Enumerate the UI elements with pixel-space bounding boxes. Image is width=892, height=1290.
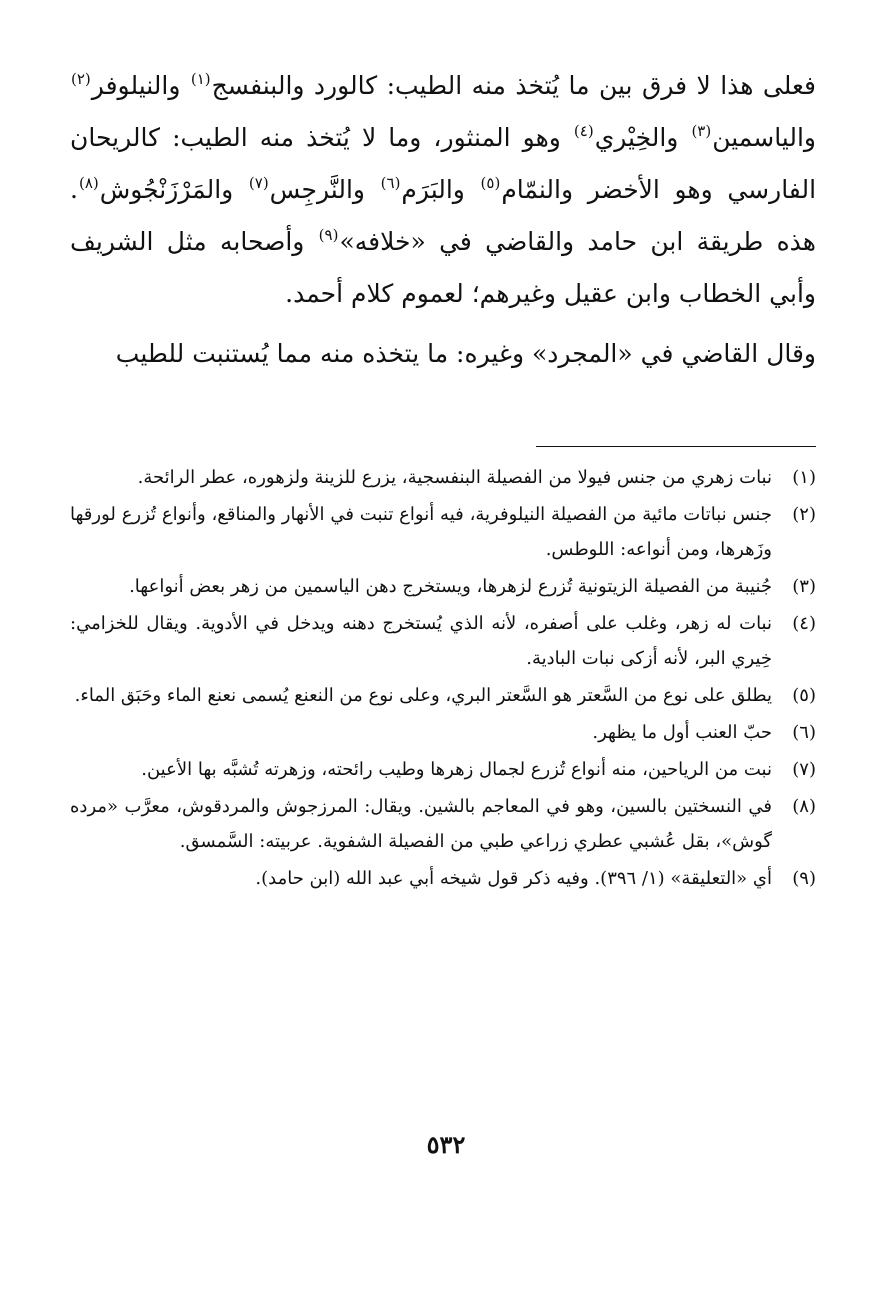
footnote-ref-5[interactable]: (٥) [480,174,501,192]
footnote-2 [70,497,816,567]
footnote-4 [70,606,816,676]
page-number: ٥٣٢ [426,1130,466,1159]
footnote-text: حبّ العنب أول ما يظهر. [592,722,772,743]
footnote-6 [70,715,816,750]
text-segment: والياسمين [712,123,816,152]
text-segment: والنيلوفر [91,71,190,100]
footnote-number: (٣) [792,576,816,597]
footnote-ref-1[interactable]: (١) [190,70,211,88]
footnote-ref-7[interactable]: (٧) [248,174,269,192]
footnote-7 [70,752,816,787]
text-segment: وأصحابه مثل الشريف وأبي الخطاب وابن عقيل وغيرهم؛ لعموم كلام أحمد. [70,227,816,308]
footnote-number: (٤) [792,613,816,634]
footnote-5 [70,678,816,713]
footnote-text: في النسختين بالسين، وهو في المعاجم بالشين. ويقال: المرزجوش والمردقوش، معرَّب «مرده گوش»، بقل عُشبي عطري زراعي طبي من الفصيلة الشفوية. عربيته: السَّمسق. [70,796,772,852]
text-segment: . هذه طريقة ابن حامد والقاضي في «خلافه» [70,175,816,256]
footnote-ref-9[interactable]: (٩) [318,226,339,244]
footnote-ref-6[interactable]: (٦) [380,174,401,192]
footnote-number: (١) [792,467,816,488]
footnote-number: (٧) [792,759,816,780]
footnote-3 [70,569,816,604]
footnote-ref-8[interactable]: (٨) [78,174,99,192]
footnote-8 [70,789,816,859]
footnote-9 [70,861,816,896]
text-segment: والخِيْري [594,123,691,152]
paragraph-2: وقال القاضي في «المجرد» وغيره: ما يتخذه منه مما يُستنبت للطيب [115,339,816,368]
footnote-number: (٨) [792,796,816,817]
footnote-text: نبت من الرياحين، منه أنواع تُزرع لجمال زهرها وطيب رائحته، وزهرته تُشبَّه بها الأعين. [141,759,772,780]
footnote-text: جنس نباتات مائية من الفصيلة النيلوفرية، فيه أنواع تنبت في الأنهار والمناقع، وأنواع تُزرع لورقها وزَهرها، ومن أنواعه: اللوطس. [70,504,772,560]
footnote-1 [70,460,816,495]
footnote-text: يطلق على نوع من السَّعتر هو السَّعتر البري، وعلى نوع من النعنع يُسمى نعنع الماء وحَبَق الماء. [74,685,772,706]
footnote-text: أي «التعليقة» (١/ ٣٩٦). وفيه ذكر قول شيخه أبي عبد الله (ابن حامد). [255,868,772,889]
footnote-ref-2[interactable]: (٢) [71,70,91,88]
text-segment: والبَرَم [401,175,480,204]
page-body [70,60,817,889]
footnote-ref-4[interactable]: (٤) [573,122,594,140]
footnote-number: (٦) [792,722,816,743]
footnote-text: جُنيبة من الفصيلة الزيتونية تُزرع لزهرها، ويستخرج دهن الياسمين من زهر بعض أنواعها. [129,576,772,597]
footnote-separator [536,446,816,447]
footnote-number: (٢) [792,504,816,525]
main-text [70,60,816,380]
text-segment: والمَرْزَنْجُوش [99,175,248,204]
text-segment: والنَّرجِس [269,175,380,204]
text-segment: وهو المنثور، وما لا يُتخذ منه الطيب: كالريحان الفارسي وهو الأخضر والنمّام [70,123,817,204]
footnote-text: نبات زهري من جنس فيولا من الفصيلة البنفسجية، يزرع للزينة ولزهوره، عطر الرائحة. [137,467,772,488]
footnote-number: (٩) [792,868,816,889]
footnote-number: (٥) [792,685,816,706]
text-segment: فعلى هذا لا فرق بين ما يُتخذ منه الطيب: كالورد والبنفسج [211,71,816,100]
footnotes [70,460,816,898]
footnote-ref-3[interactable]: (٣) [691,122,712,140]
paragraph-1 [70,60,816,320]
footnote-text: نبات له زهر، وغلب على أصفره، لأنه الذي يُستخرج دهنه ويدخل في الأدوية. ويقال للخزامي: خِيري البر، لأنه أزكى نبات البادية. [70,613,772,669]
